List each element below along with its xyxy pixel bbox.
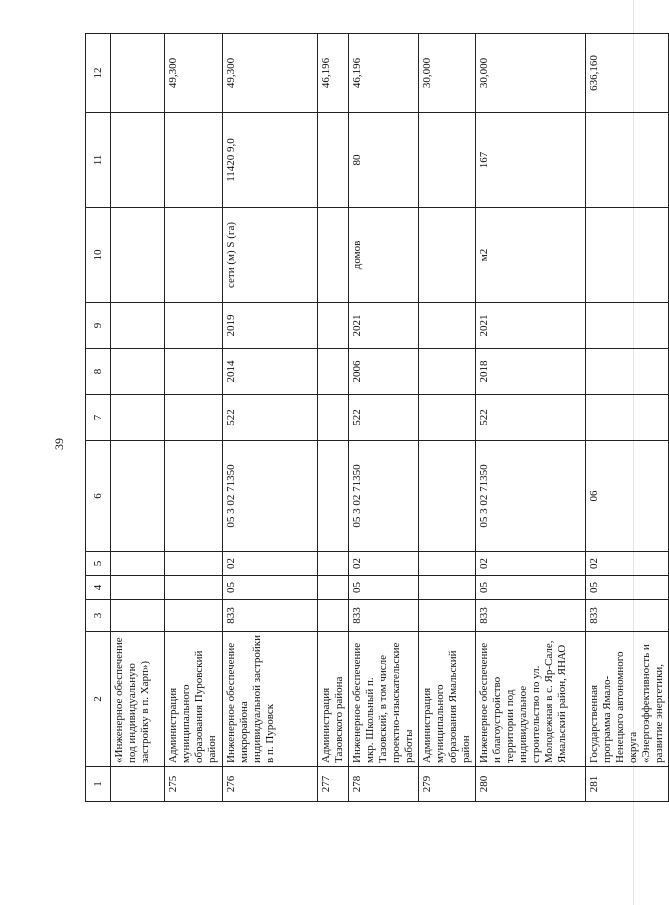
- table-row: [111, 34, 165, 802]
- cell-code-csr: 05 3 02 71350: [223, 441, 318, 552]
- cell-start-year: [586, 349, 669, 395]
- cell-code-vr: [586, 395, 669, 441]
- cell-start-year: [165, 349, 223, 395]
- cell-code-rz: [318, 576, 349, 600]
- cell-unit: [419, 208, 476, 303]
- cell-code-rz: 05: [349, 576, 419, 600]
- cell-end-year: 2021: [476, 303, 586, 349]
- cell-amount: 30,000: [419, 34, 476, 113]
- cell-end-year: [111, 303, 165, 349]
- cell-amount: 46,196: [349, 34, 419, 113]
- cell-code-pr: 02: [586, 552, 669, 576]
- cell-unit: сети (м) S (га): [223, 208, 318, 303]
- cell-code-gr: 833: [476, 600, 586, 632]
- cell-unit: [586, 208, 669, 303]
- cell-code-vr: [111, 395, 165, 441]
- cell-row-number: 281: [586, 767, 669, 802]
- cell-name: Инженерное обеспечение микрорайона индивидуальной застройки в п. Пуровск: [223, 632, 318, 767]
- cell-capacity: 80: [349, 113, 419, 208]
- cell-code-rz: [419, 576, 476, 600]
- cell-name: «Инженерное обеспечение под индивидуальную застройку в п. Харп»): [111, 632, 165, 767]
- table-row: [318, 34, 349, 802]
- header-cell-row-number: 1: [86, 767, 111, 802]
- budget-table: [85, 33, 669, 802]
- cell-name: Государственная программа Ямало-Ненецкого автономного округа «Энергоэффективность и развитие энергетики,: [586, 632, 669, 767]
- cell-start-year: 2006: [349, 349, 419, 395]
- header-cell-unit: 10: [86, 208, 111, 303]
- cell-capacity: 167: [476, 113, 586, 208]
- cell-amount: 30,000: [476, 34, 586, 113]
- page-number: 39: [52, 438, 66, 450]
- cell-end-year: [586, 303, 669, 349]
- cell-code-pr: [419, 552, 476, 576]
- cell-code-csr: [419, 441, 476, 552]
- cell-code-vr: 522: [349, 395, 419, 441]
- cell-amount: 49,300: [223, 34, 318, 113]
- cell-capacity: [111, 113, 165, 208]
- cell-name: Администрация Тазовского района: [318, 632, 349, 767]
- cell-name: Администрация муниципального образования Ямальский район: [419, 632, 476, 767]
- cell-row-number: 277: [318, 767, 349, 802]
- cell-start-year: [318, 349, 349, 395]
- cell-name: Инженерное обеспечение мкр. Школьный п. Тазовский, в том числе проектно-изыскательские работы: [349, 632, 419, 767]
- cell-start-year: 2018: [476, 349, 586, 395]
- cell-code-gr: 833: [223, 600, 318, 632]
- cell-row-number: 276: [223, 767, 318, 802]
- header-cell-capacity: 11: [86, 113, 111, 208]
- cell-code-csr: 06: [586, 441, 669, 552]
- cell-code-gr: [165, 600, 223, 632]
- cell-code-pr: [318, 552, 349, 576]
- table-row: [419, 34, 476, 802]
- cell-start-year: 2014: [223, 349, 318, 395]
- cell-capacity: [586, 113, 669, 208]
- cell-code-rz: 05: [586, 576, 669, 600]
- cell-code-gr: 833: [349, 600, 419, 632]
- cell-code-pr: 02: [223, 552, 318, 576]
- cell-code-rz: [111, 576, 165, 600]
- cell-row-number: 279: [419, 767, 476, 802]
- cell-capacity: 11420 9,0: [223, 113, 318, 208]
- rotated-table-container: [85, 34, 665, 802]
- cell-end-year: [419, 303, 476, 349]
- header-cell-code-vr: 7: [86, 395, 111, 441]
- cell-code-csr: 05 3 02 71350: [476, 441, 586, 552]
- cell-code-vr: [419, 395, 476, 441]
- cell-capacity: [318, 113, 349, 208]
- table-row: [476, 34, 586, 802]
- cell-unit: [165, 208, 223, 303]
- cell-code-pr: 02: [476, 552, 586, 576]
- cell-row-number: 275: [165, 767, 223, 802]
- header-cell-code-gr: 3: [86, 600, 111, 632]
- cell-code-rz: 05: [223, 576, 318, 600]
- cell-amount: 636,160: [586, 34, 669, 113]
- cell-code-gr: 833: [586, 600, 669, 632]
- header-cell-end-year: 9: [86, 303, 111, 349]
- cell-name: Инженерное обеспечение и благоустройство территории под индивидуальное строительство по ул. Молодежная в с. Яр-Сале, Ямальский район, ЯНАО: [476, 632, 586, 767]
- cell-code-gr: [419, 600, 476, 632]
- cell-capacity: [419, 113, 476, 208]
- cell-end-year: [318, 303, 349, 349]
- header-cell-code-csr: 6: [86, 441, 111, 552]
- header-cell-amount: 12: [86, 34, 111, 113]
- cell-amount: 49,300: [165, 34, 223, 113]
- cell-code-gr: [318, 600, 349, 632]
- cell-unit: [111, 208, 165, 303]
- header-row: [86, 34, 111, 802]
- cell-code-pr: [165, 552, 223, 576]
- cell-code-pr: 02: [349, 552, 419, 576]
- table-row: [165, 34, 223, 802]
- cell-unit: м2: [476, 208, 586, 303]
- cell-code-pr: [111, 552, 165, 576]
- cell-start-year: [419, 349, 476, 395]
- cell-code-rz: 05: [476, 576, 586, 600]
- cell-row-number: [111, 767, 165, 802]
- table-row: [349, 34, 419, 802]
- cell-end-year: 2021: [349, 303, 419, 349]
- cell-code-csr: [111, 441, 165, 552]
- cell-capacity: [165, 113, 223, 208]
- cell-end-year: 2019: [223, 303, 318, 349]
- header-cell-code-rz: 4: [86, 576, 111, 600]
- cell-end-year: [165, 303, 223, 349]
- table-row: [586, 34, 669, 802]
- cell-code-csr: [318, 441, 349, 552]
- cell-code-vr: [165, 395, 223, 441]
- table-row: [223, 34, 318, 802]
- cell-amount: 46,196: [318, 34, 349, 113]
- cell-row-number: 280: [476, 767, 586, 802]
- cell-amount: [111, 34, 165, 113]
- cell-code-csr: [165, 441, 223, 552]
- cell-start-year: [111, 349, 165, 395]
- cell-row-number: 278: [349, 767, 419, 802]
- cell-unit: домов: [349, 208, 419, 303]
- header-cell-code-pr: 5: [86, 552, 111, 576]
- header-cell-name: 2: [86, 632, 111, 767]
- cell-unit: [318, 208, 349, 303]
- cell-code-gr: [111, 600, 165, 632]
- cell-code-rz: [165, 576, 223, 600]
- cell-code-vr: [318, 395, 349, 441]
- header-cell-start-year: 8: [86, 349, 111, 395]
- cell-code-vr: 522: [223, 395, 318, 441]
- cell-name: Администрация муниципального образования Пуровский район: [165, 632, 223, 767]
- cell-code-csr: 05 3 02 71350: [349, 441, 419, 552]
- cell-code-vr: 522: [476, 395, 586, 441]
